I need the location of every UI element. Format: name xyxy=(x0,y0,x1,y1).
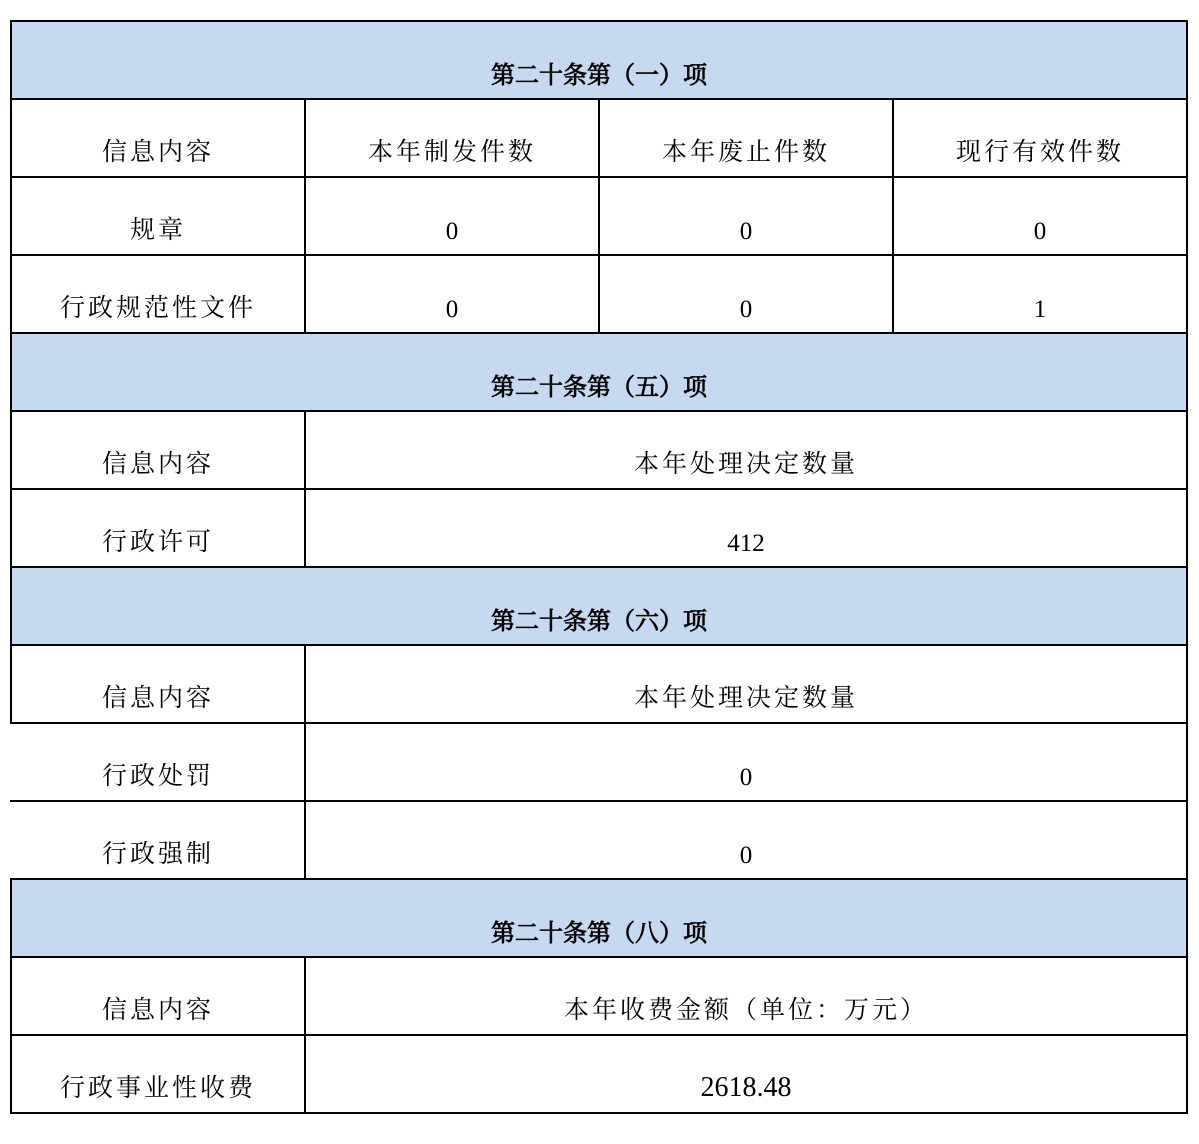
section-title: 第二十条第（一）项 xyxy=(11,21,1187,99)
table-cell: 0 xyxy=(305,801,1187,879)
column-header-issued-count: 本年制发件数 xyxy=(305,99,599,177)
table-cell: 0 xyxy=(599,177,893,255)
column-header-info-content: 信息内容 xyxy=(11,957,305,1035)
column-header-info-content: 信息内容 xyxy=(11,411,305,489)
row-label: 规章 xyxy=(11,177,305,255)
column-header-abolished-count: 本年废止件数 xyxy=(599,99,893,177)
table-cell: 2618.48 xyxy=(305,1035,1187,1113)
table-cell: 1 xyxy=(893,255,1187,333)
column-header-info-content: 信息内容 xyxy=(11,99,305,177)
table-cell: 412 xyxy=(305,489,1187,567)
row-label: 行政事业性收费 xyxy=(11,1035,305,1113)
column-header-info-content: 信息内容 xyxy=(11,645,305,723)
section-title: 第二十条第（五）项 xyxy=(11,333,1187,411)
disclosure-table xyxy=(10,20,1188,1114)
row-label: 行政规范性文件 xyxy=(11,255,305,333)
column-header-decision-count: 本年处理决定数量 xyxy=(305,645,1187,723)
table-cell: 0 xyxy=(893,177,1187,255)
table-cell: 0 xyxy=(305,723,1187,801)
section-title: 第二十条第（八）项 xyxy=(11,879,1187,957)
table-cell: 0 xyxy=(305,177,599,255)
column-header-decision-count: 本年处理决定数量 xyxy=(305,411,1187,489)
table-cell: 0 xyxy=(305,255,599,333)
section-title: 第二十条第（六）项 xyxy=(11,567,1187,645)
column-header-fee-amount: 本年收费金额（单位：万元） xyxy=(305,957,1187,1035)
column-header-valid-count: 现行有效件数 xyxy=(893,99,1187,177)
row-label: 行政处罚 xyxy=(11,723,305,801)
table-cell: 0 xyxy=(599,255,893,333)
row-label: 行政强制 xyxy=(11,801,305,879)
row-label: 行政许可 xyxy=(11,489,305,567)
